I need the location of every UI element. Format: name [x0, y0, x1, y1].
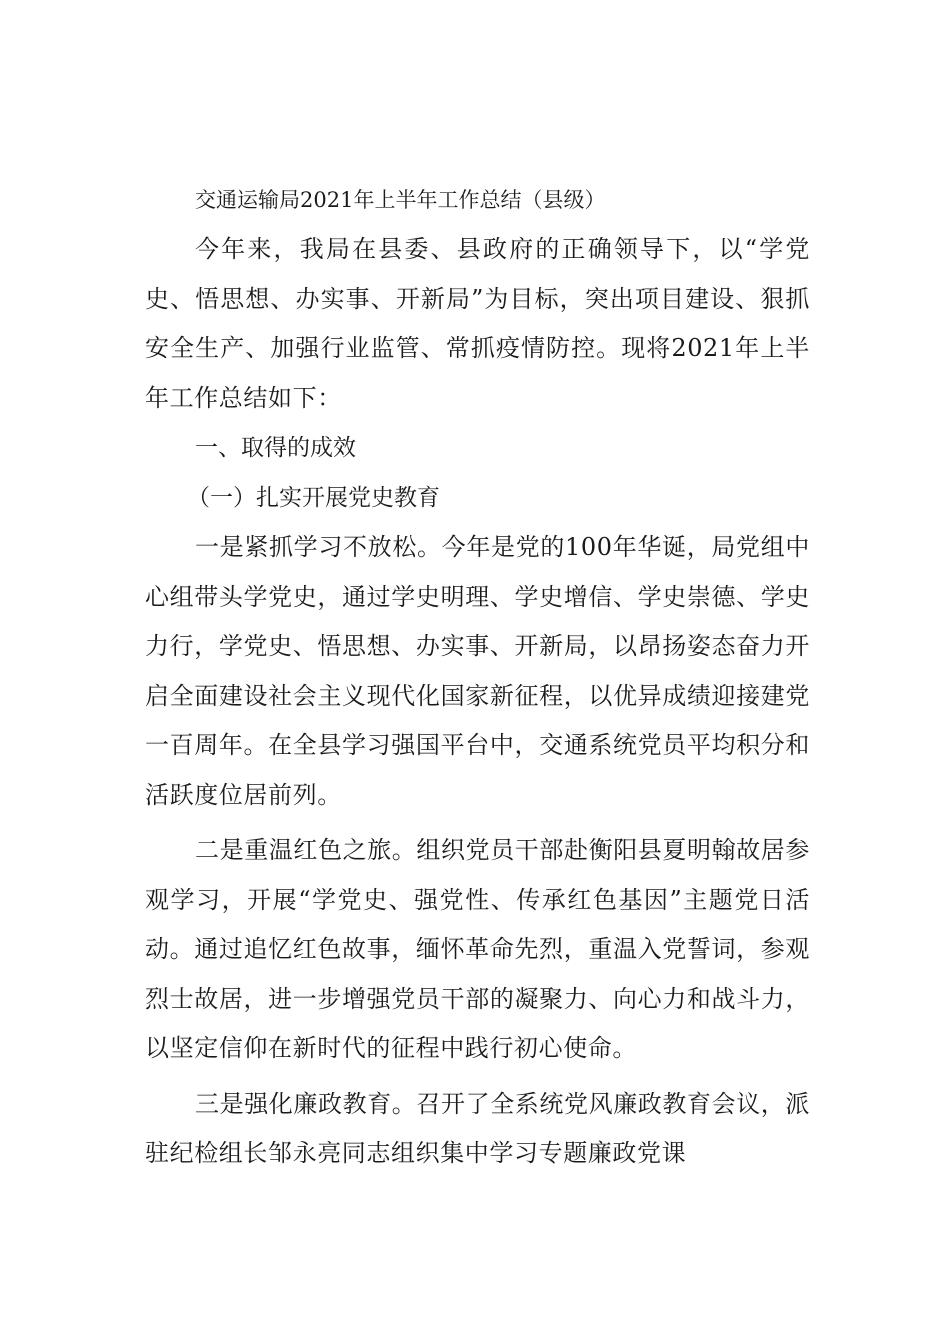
- body-paragraph-2: 二是重温红色之旅。组织党员干部赴衡阳县夏明翰故居参观学习，开展“学党史、强党性、传承红色基因”主题党日活动。通过追忆红色故事，缅怀革命先烈，重温入党誓词，参观烈士故居，进一步增强党员干部的凝聚力、向心力和战斗力，以坚定信仰在新时代的征程中践行初心使命。: [145, 836, 810, 1062]
- subsection-heading: （一）扎实开展党史教育: [187, 485, 440, 511]
- document-title: 交通运输局2021年上半年工作总结（县级）: [195, 188, 606, 212]
- intro-paragraph: 今年来，我局在县委、县政府的正确领导下，以“学党史、悟思想、办实事、开新局”为目标，突出项目建设、狠抓安全生产、加强行业监管、常抓疫情防控。现将2021年上半年工作总结如下：: [145, 235, 810, 412]
- section-heading: 一、取得的成效: [195, 435, 356, 461]
- document-body: [145, 175, 810, 1179]
- body-paragraph-1: 一是紧抓学习不放松。今年是党的100年华诞，局党组中心组带头学党史，通过学史明理、学史增信、学史崇德、学史力行，学党史、悟思想、办实事、开新局，以昂扬姿态奋力开启全面建设社会主义现代化国家新征程，以优异成绩迎接建党一百周年。在全县学习强国平台中，交通系统党员平均积分和活跃度位居前列。: [145, 533, 810, 809]
- body-paragraph-3: 三是强化廉政教育。召开了全系统党风廉政教育会议，派驻纪检组长邹永亮同志组织集中学习专题廉政党课: [145, 1089, 810, 1167]
